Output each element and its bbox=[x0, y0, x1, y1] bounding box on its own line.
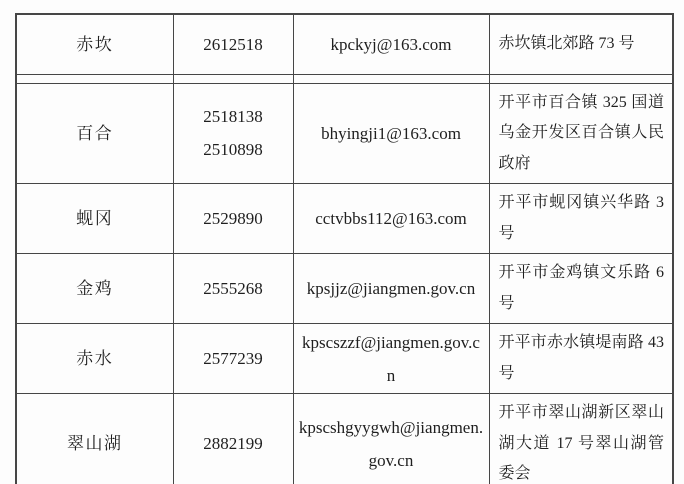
town-cell: 赤水 bbox=[16, 324, 173, 394]
phone-cell bbox=[173, 83, 293, 184]
phone-line: 2612518 bbox=[203, 34, 263, 54]
phone-line: 2529890 bbox=[203, 209, 263, 228]
contact-table bbox=[15, 13, 674, 484]
page-break-spacer-row bbox=[16, 74, 673, 83]
town-cell: 赤坎 bbox=[16, 14, 173, 74]
town-cell: 百合 bbox=[16, 83, 173, 184]
email-cell: kpsjjz@jiangmen.gov.cn bbox=[293, 254, 489, 324]
phone-cell bbox=[173, 394, 293, 484]
table-row bbox=[16, 83, 673, 184]
table-row bbox=[16, 14, 673, 74]
email-cell: kpscshgyygwh@jiangmen.gov.cn bbox=[293, 394, 489, 484]
spacer-cell bbox=[489, 74, 673, 83]
email-cell: cctvbbs112@163.com bbox=[293, 184, 489, 254]
table-row bbox=[16, 324, 673, 394]
email-cell: kpscszzf@jiangmen.gov.cn bbox=[293, 324, 489, 394]
phone-line: 2510898 bbox=[203, 140, 263, 160]
email-cell: bhyingji1@163.com bbox=[293, 83, 489, 184]
town-cell: 蚬冈 bbox=[16, 184, 173, 254]
table-row bbox=[16, 184, 673, 254]
address-cell: 赤坎镇北郊路 73 号 bbox=[489, 14, 673, 74]
address-cell: 开平市金鸡镇文乐路 6 号 bbox=[489, 254, 673, 324]
phone-cell bbox=[173, 324, 293, 394]
contact-table-body bbox=[16, 14, 673, 484]
phone-line: 2882199 bbox=[203, 434, 263, 454]
phone-line: 2577239 bbox=[203, 349, 263, 368]
address-cell: 开平市蚬冈镇兴华路 3 号 bbox=[489, 184, 673, 254]
phone-cell bbox=[173, 184, 293, 254]
table-row bbox=[16, 254, 673, 324]
phone-line: 2518138 bbox=[203, 107, 263, 127]
address-cell: 开平市翠山湖新区翠山湖大道 17 号翠山湖管委会 bbox=[489, 394, 673, 484]
spacer-cell bbox=[16, 74, 173, 83]
phone-cell bbox=[173, 254, 293, 324]
address-cell: 开平市赤水镇堤南路 43 号 bbox=[489, 324, 673, 394]
phone-line: 2555268 bbox=[203, 279, 263, 298]
address-cell: 开平市百合镇 325 国道乌金开发区百合镇人民政府 bbox=[489, 83, 673, 184]
phone-cell bbox=[173, 14, 293, 74]
town-cell: 翠山湖 bbox=[16, 394, 173, 484]
spacer-cell bbox=[293, 74, 489, 83]
town-cell: 金鸡 bbox=[16, 254, 173, 324]
table-row bbox=[16, 394, 673, 484]
email-cell: kpckyj@163.com bbox=[293, 14, 489, 74]
spacer-cell bbox=[173, 74, 293, 83]
